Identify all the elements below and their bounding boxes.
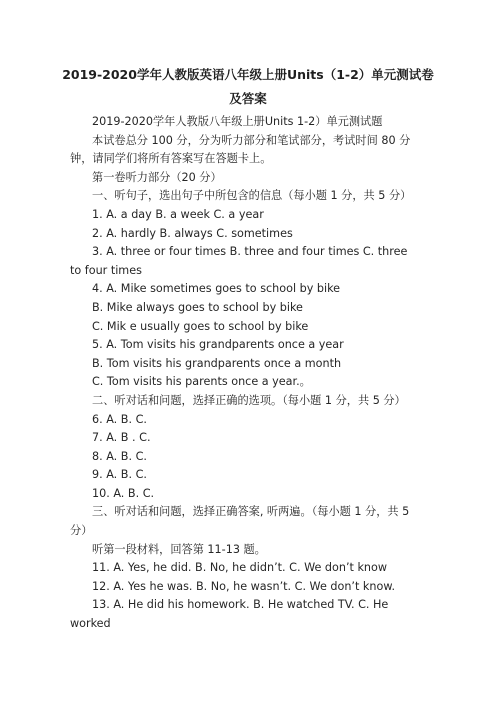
question-item: 4. A. Mike sometimes goes to school by bike (92, 282, 341, 296)
document-title: 2019-2020学年人教版英语八年级上册Units（1-2）单元测试卷及答案 (62, 67, 434, 106)
instruction-text: 听第一段材料，回答第 11-13 题。 (92, 542, 266, 556)
question-item: 2. A. hardly B. always C. sometimes (92, 226, 293, 240)
paragraph: 本试卷总分 100 分，分为听力部分和笔试部分，考试时间 80 分钟，请同学们将所有答案写在答题卡上。 (70, 133, 411, 166)
question-item: 3. A. three or four times B. three and four times C. three to four times (70, 245, 408, 277)
question-item: 5. A. Tom visits his grandparents once a year (92, 338, 344, 352)
paragraph: 2019-2020学年人教版八年级上册Units 1-2）单元测试题 (92, 115, 383, 128)
section-heading: 一、听句子，选出句子中所包含的信息（每小题 1 分，共 5 分） (92, 189, 412, 203)
question-item: 12. A. Yes he was. B. No, he wasn’t. C. We don’t know. (92, 579, 396, 593)
question-item: 7. A. B . C. (92, 431, 151, 445)
question-option: C. Tom visits his parents once a year.。 (92, 375, 311, 389)
question-option: B. Tom visits his grandparents once a month (92, 356, 342, 370)
question-item: 8. A. B. C. (92, 449, 147, 463)
question-item: 13. A. He did his homework. B. He watched TV. C. He worked (70, 598, 389, 631)
section-heading: 三、听对话和问题，选择正确答案, 听两遍。（每小题 1 分，共 5 分） (70, 505, 410, 538)
question-option: C. Mik e usually goes to school by bike (92, 319, 309, 333)
question-item: 10. A. B. C. (92, 486, 155, 500)
section-heading: 第一卷听力部分（20 分） (92, 170, 222, 184)
question-item: 6. A. B. C. (92, 412, 147, 426)
question-item: 11. A. Yes, he did. B. No, he didn’t. C. We don’t know (92, 561, 388, 575)
question-option: B. Mike always goes to school by bike (92, 300, 303, 314)
question-item: 1. A. a day B. a week C. a year (92, 207, 264, 221)
section-heading: 二、听对话和问题，选择正确的选项。（每小题 1 分，共 5 分） (92, 393, 406, 407)
question-item: 9. A. B. C. (92, 468, 147, 482)
document-body (70, 113, 422, 634)
